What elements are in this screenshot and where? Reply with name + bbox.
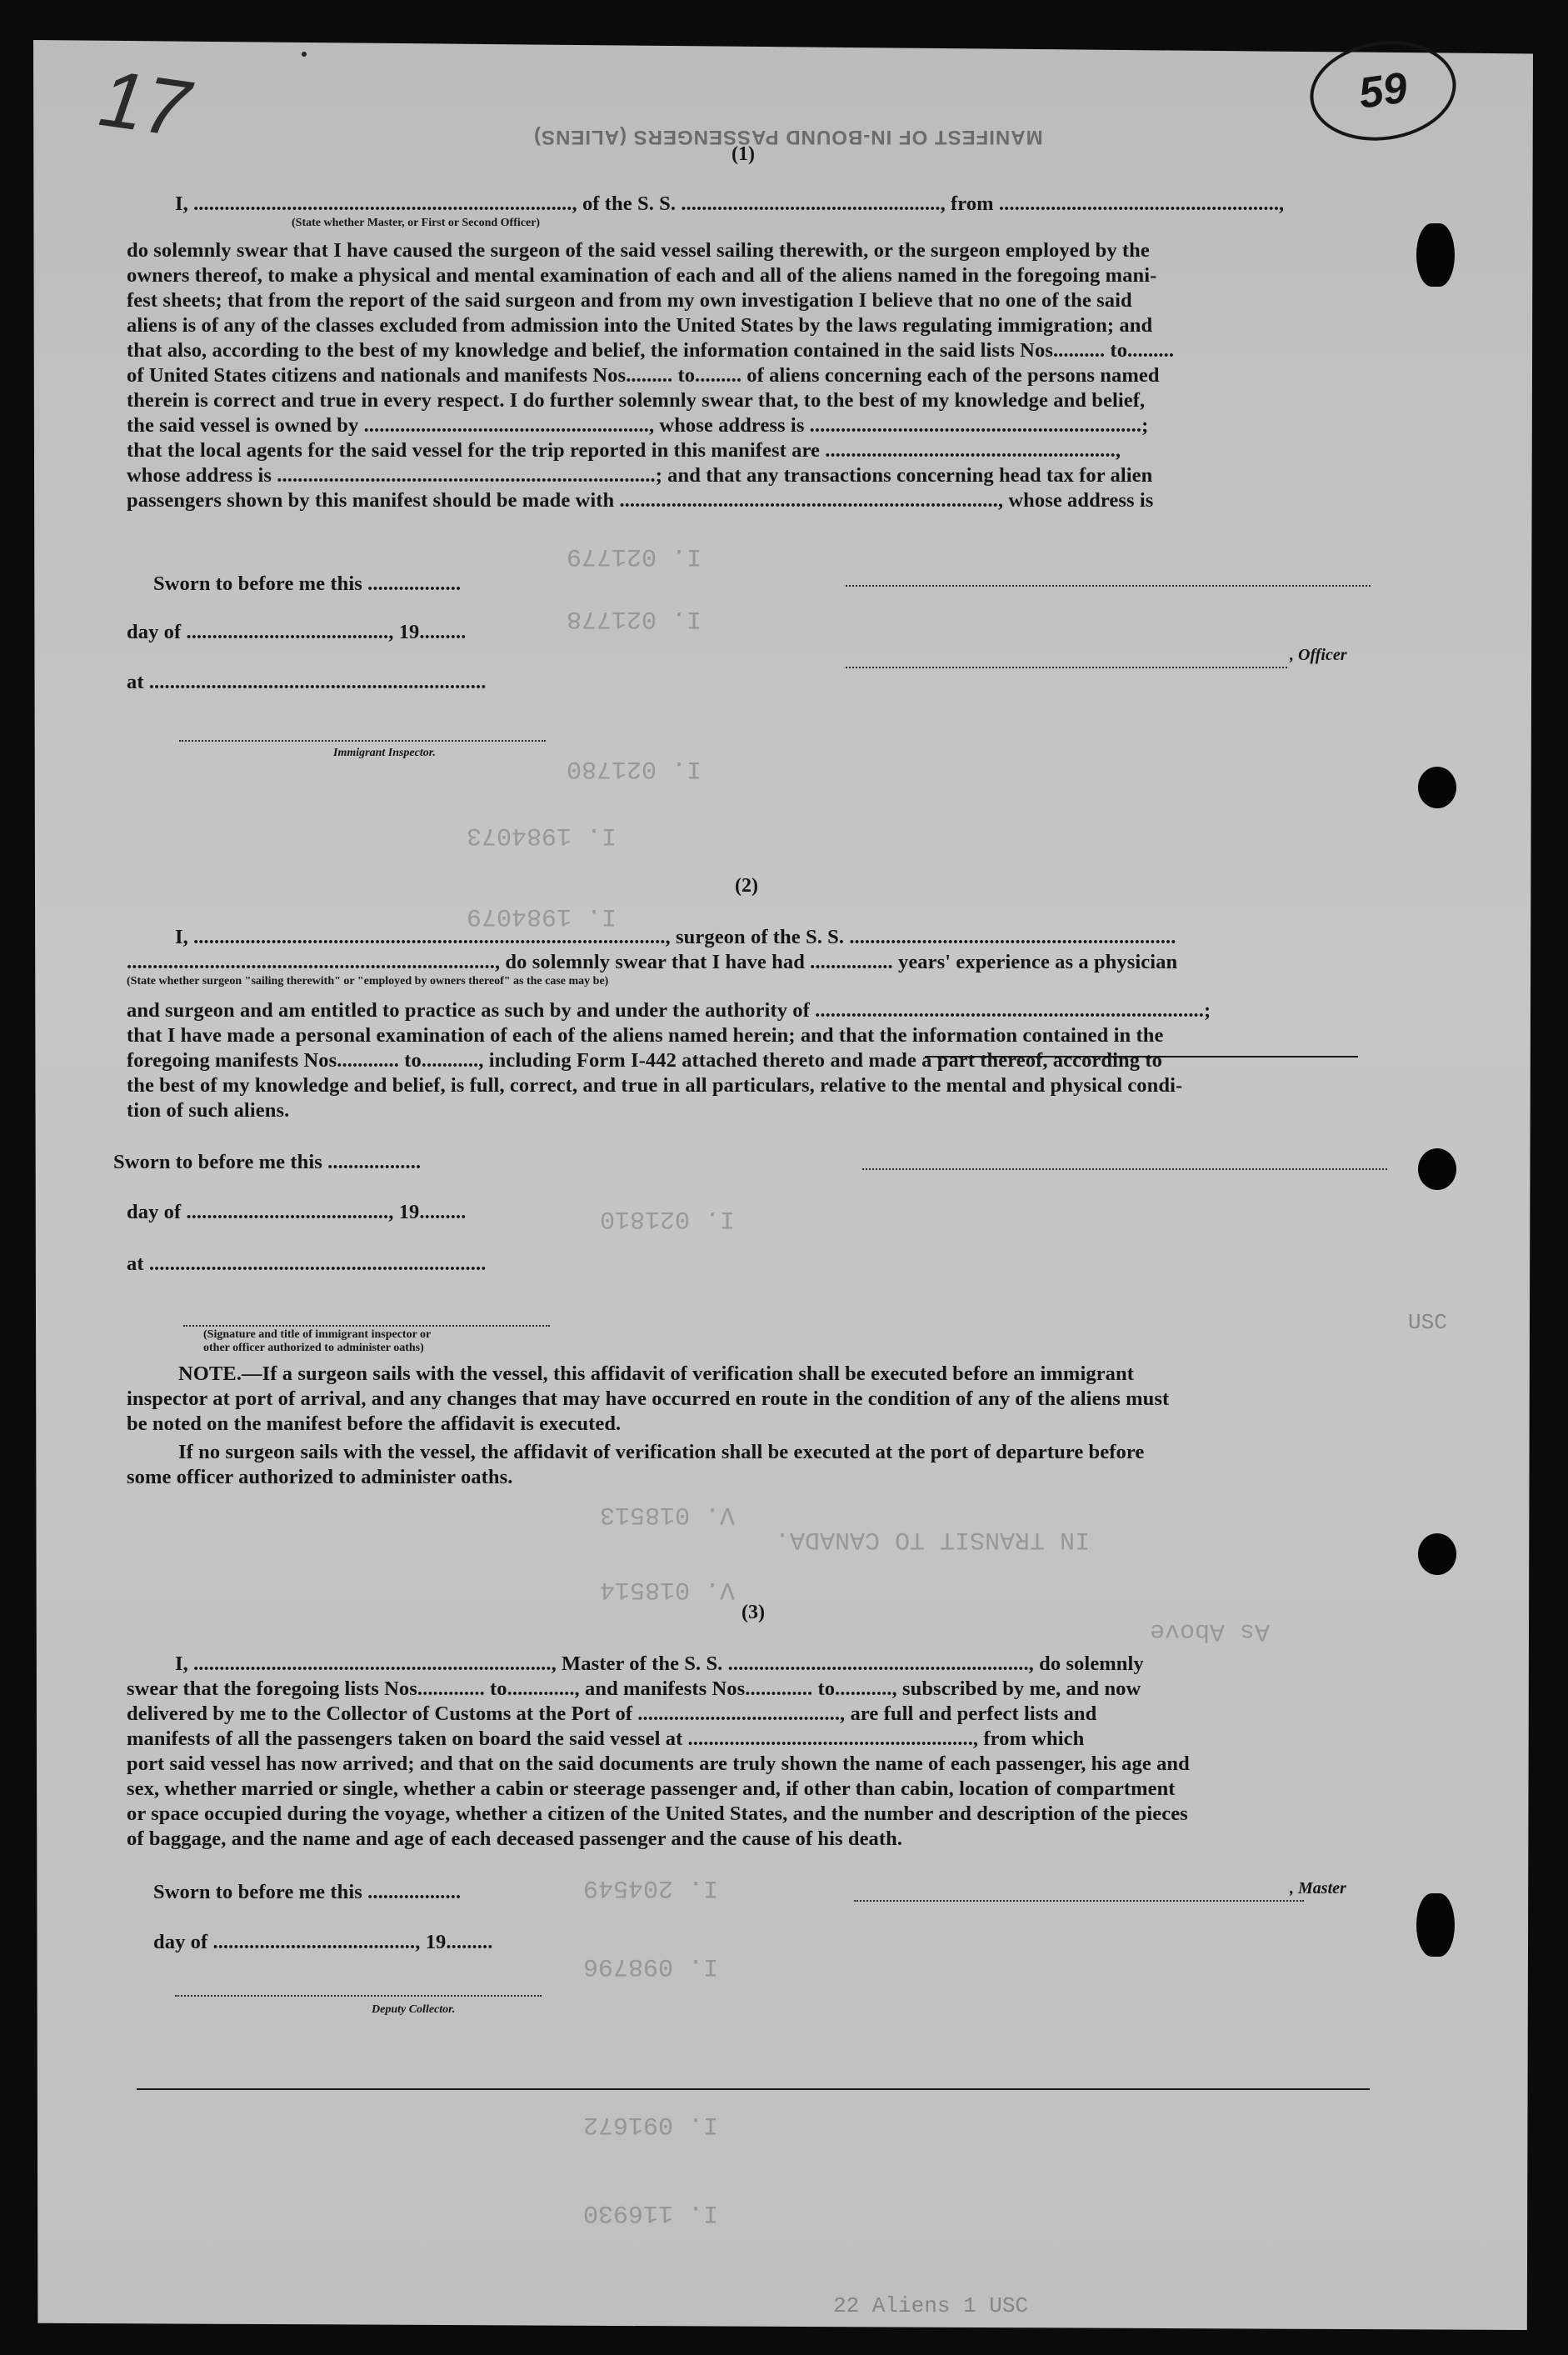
section-2-para-line: tion of such aliens. [127,1099,290,1122]
section-1-para-line: fest sheets; that from the report of the said surgeon and from my own investigation I believe that no one of the said [127,289,1132,312]
section-2-number: (2) [735,875,758,897]
section-1-number: (1) [732,143,755,165]
bleed-through-text: I. 021810 [600,1204,736,1232]
section-2-day: day of ......................................., 19......... [127,1201,467,1223]
usc-side-stamp: USC [1408,1310,1447,1335]
bleed-through-text: I. 021779 [567,542,702,570]
section-3-para-line: swear that the foregoing lists Nos............. to............., and manifests Nos............. to..........., subscribed by me, and now [127,1678,1141,1700]
section-1-day: day of ......................................., 19......... [127,621,467,643]
punch-hole [1418,1533,1456,1575]
section-3-para-line: sex, whether married or single, whether a cabin or steerage passenger and, if other than cabin, location of compartment [127,1778,1176,1800]
punch-hole [1416,223,1455,287]
transit-note: IN TRANSIT TO CANADA. [775,1525,1091,1553]
section-1-at: at ................................................................. [127,671,487,693]
bleed-through-text: V. 018513 [600,1500,736,1528]
section-1-para-line: the said vessel is owned by ......................................................., whose address is ................................................................; [127,414,1149,437]
section-3-sworn: Sworn to before me this .................. [153,1881,462,1903]
section-3-day: day of ......................................., 19......... [153,1931,493,1953]
section-3-para-line: manifests of all the passengers taken on board the said vessel at ......................................................., from which [127,1728,1085,1750]
bleed-through-text: I. 116930 [583,2198,719,2227]
section-1-para-line: do solemnly swear that I have caused the surgeon of the said vessel sailing therewith, or the surgeon employed by the [127,239,1150,262]
section-2-line1: I, ..........................................................................................., surgeon of the S. S. ............................................................... [175,926,1176,948]
section-2-line2: ......................................................................., do solemnly swear that I have had ................ years' experience as a physician [127,951,1178,973]
signature-caption-1: (Signature and title of immigrant inspector or [203,1328,432,1341]
signature-caption-2: other officer authorized to administer oaths) [203,1342,424,1354]
section-1-para-line: therein is correct and true in every respect. I do further solemnly swear that, to the best of my knowledge and belief, [127,389,1146,412]
master-signature-line [854,1900,1304,1902]
section-3-para-line: or space occupied during the voyage, whether a citizen of the United States, and the number and description of the pieces [127,1802,1188,1825]
strike-through [925,1056,1358,1058]
section-3-para-line: port said vessel has now arrived; and that on the said documents are truly shown the name of each passenger, his age and [127,1752,1190,1775]
section-3-line1: I, ....................................................................., Master of the S. S. .........................................................., do solemnly [175,1652,1144,1675]
bleed-through-text: I. 1984073 [467,821,617,849]
section-1-para-line: that the local agents for the said vessel for the trip reported in this manifest are ........................................................, [127,439,1121,462]
note-line: inspector at port of arrival, and any changes that may have occurred en route in the condition of any of the aliens must [127,1388,1170,1410]
note-line: some officer authorized to administer oaths. [127,1466,513,1488]
as-above-note: As Above [1150,1617,1271,1645]
immigrant-inspector-caption: Immigrant Inspector. [333,747,436,759]
section-2-para-line: the best of my knowledge and belief, is full, correct, and true in all particulars, relative to the mental and physical condi- [127,1074,1183,1097]
bleed-through-text: I. 204549 [583,1873,719,1902]
aliens-count-stamp: 22 Aliens 1 USC [833,2293,1029,2318]
section-1-para-line: owners thereof, to make a physical and mental examination of each and all of the aliens named in the foregoing mani- [127,264,1157,287]
bottom-divider [137,2088,1370,2090]
section-2-para-line: and surgeon and am entitled to practice as such by and under the authority of ...........................................................................; [127,999,1211,1022]
master-label: , Master [1290,1879,1346,1898]
section-2-para-line: that I have made a personal examination of each of the aliens named herein; and that the information contained in the [127,1024,1164,1047]
section-1-para-line: of United States citizens and nationals and manifests Nos......... to......... of aliens concerning each of the persons named [127,364,1160,387]
note-line: NOTE.—If a surgeon sails with the vessel, this affidavit of verification shall be executed before an immigrant [178,1362,1135,1385]
bleed-through-text: V. 018514 [600,1575,736,1603]
page-number-annotation: 59 [1304,32,1463,149]
section-3-para-line: of baggage, and the name and age of each deceased passenger and the cause of his death. [127,1828,903,1850]
section-1-line1: I, ........................................................................., of the S. S. .................................................., from ......................................................, [175,192,1285,215]
section-2-para-line: foregoing manifests Nos............ to..........., including Form I-442 attached thereto and made a part thereof, according to [127,1049,1162,1072]
officer-label: , Officer [1290,646,1347,664]
inspector-signature-line [179,740,546,742]
bleed-through-text: I. 021778 [567,604,702,632]
punch-hole [1418,1148,1456,1190]
bleed-through-text: I. 091672 [583,2110,719,2138]
collector-signature-line [175,1995,542,1997]
bleed-through-text: I. 098796 [583,1952,719,1980]
inspector-signature-line [862,1168,1387,1170]
bleed-through-text: I. 021780 [567,754,702,782]
section-1-sworn: Sworn to before me this .................. [153,572,462,595]
ink-dot [302,52,307,57]
section-1-para-line: that also, according to the best of my knowledge and belief, the information contained in the said lists Nos.......... to......... [127,339,1175,362]
section-2-sworn: Sworn to before me this .................. [113,1151,422,1173]
section-3-para-line: delivered by me to the Collector of Customs at the Port of ......................................., are full and perfect lists and [127,1702,1097,1725]
section-3-number: (3) [742,1602,765,1623]
deputy-collector-caption: Deputy Collector. [372,2003,456,2016]
bleed-through-text: I. 1984079 [467,902,617,930]
officer-signature-line [846,585,1371,587]
note-line: If no surgeon sails with the vessel, the affidavit of verification shall be executed at the port of departure before [178,1441,1145,1463]
officer-name-line [846,667,1287,668]
header-title: MANIFEST OF IN-BOUND PASSENGERS (ALIENS) [533,126,1043,148]
punch-hole [1416,1893,1455,1957]
section-1-para-line: whose address is .........................................................................; and that any transactions concerning head tax for alien [127,464,1153,487]
punch-hole [1418,767,1456,808]
section-2-at: at ................................................................. [127,1252,487,1275]
section-1-para-line: aliens is of any of the classes excluded from admission into the United States by the laws regulating immigration; and [127,314,1153,337]
section-1-para-line: passengers shown by this manifest should be made with ........................................................................., whose address is [127,489,1154,512]
section-1-caption: (State whether Master, or First or Second Officer) [292,217,541,229]
signature-line [183,1325,550,1327]
note-line: be noted on the manifest before the affidavit is executed. [127,1412,622,1435]
section-2-caption: (State whether surgeon "sailing therewith" or "employed by owners thereof" as the case may be) [127,975,609,988]
handwritten-mark: 17 [94,53,195,154]
